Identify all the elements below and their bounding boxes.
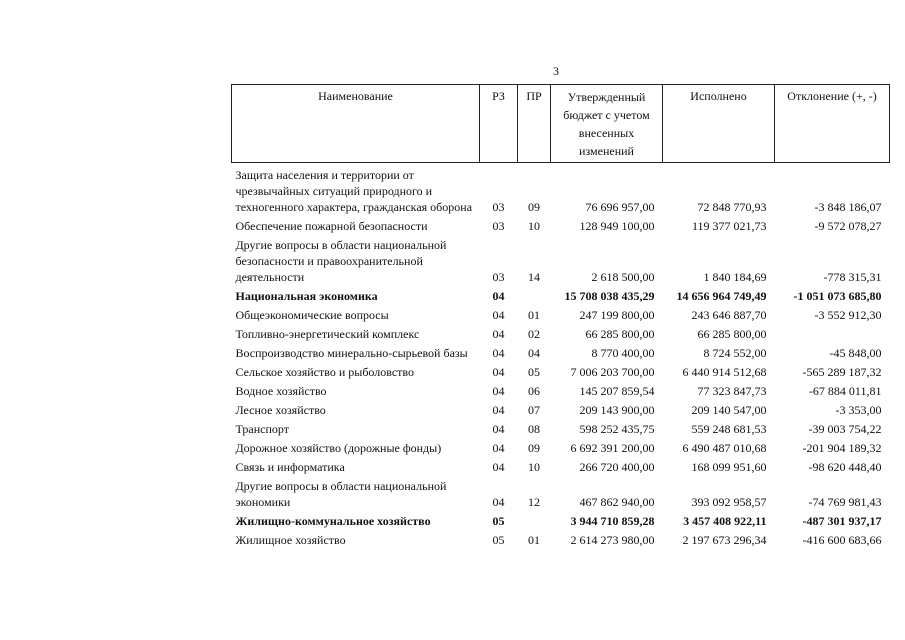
table-row: [232, 512, 890, 531]
row-rz: 04: [492, 460, 505, 474]
row-executed: 393 092 958,57: [691, 495, 767, 509]
row-rz: 04: [492, 384, 505, 398]
row-approved: 15 708 038 435,29: [564, 289, 655, 303]
row-name: Жилищно-коммунальное хозяйство: [235, 514, 431, 528]
row-rz: 03: [492, 200, 505, 214]
row-executed: 168 099 951,60: [691, 460, 767, 474]
row-deviation: -565 289 187,32: [802, 365, 882, 379]
table-row: [232, 420, 890, 439]
table-body: [232, 163, 890, 551]
row-deviation: -487 301 937,17: [802, 514, 882, 528]
row-pr: 06: [528, 384, 540, 398]
table-row: [232, 401, 890, 420]
table-row: [232, 325, 890, 344]
table-row: [232, 458, 890, 477]
row-executed: 6 490 487 010,68: [682, 441, 767, 455]
row-approved: 76 696 957,00: [585, 200, 655, 214]
row-name: Водное хозяйство: [235, 384, 327, 398]
row-deviation: -67 884 011,81: [808, 384, 882, 398]
header-pr: ПР: [518, 85, 551, 163]
row-executed: 77 323 847,73: [697, 384, 767, 398]
row-pr: 14: [528, 270, 540, 284]
row-approved: 7 006 203 700,00: [570, 365, 655, 379]
table-row: [232, 363, 890, 382]
row-name: Общеэкономические вопросы: [235, 308, 389, 322]
table-row: [232, 236, 890, 287]
row-name: Транспорт: [235, 422, 289, 436]
row-executed: 14 656 964 749,49: [676, 289, 767, 303]
header-deviation: Отклонение (+, -): [775, 85, 890, 163]
row-rz: 03: [492, 270, 505, 284]
row-deviation: -3 848 186,07: [814, 200, 882, 214]
row-name: Воспроизводство минерально-сырьевой базы: [235, 346, 468, 360]
row-pr: 07: [528, 403, 540, 417]
row-executed: 6 440 914 512,68: [682, 365, 767, 379]
row-rz: 05: [492, 533, 505, 547]
table-row: [232, 439, 890, 458]
row-executed: 559 248 681,53: [691, 422, 767, 436]
row-executed: 2 197 673 296,34: [682, 533, 767, 547]
table-row: [232, 382, 890, 401]
row-approved: 145 207 859,54: [579, 384, 655, 398]
row-executed: 3 457 408 922,11: [683, 514, 767, 528]
header-name: Наименование: [232, 85, 480, 163]
row-approved: 247 199 800,00: [579, 308, 655, 322]
row-pr: [518, 287, 551, 306]
row-deviation: [775, 325, 890, 344]
table-row: [232, 163, 890, 218]
row-approved: 8 770 400,00: [591, 346, 655, 360]
row-name: Защита населения и территории от чрезвычайных ситуаций природного и техногенного характера, гражданская оборона: [235, 168, 473, 214]
row-approved: 6 692 391 200,00: [570, 441, 655, 455]
row-pr: 05: [528, 365, 540, 379]
table-row: [232, 344, 890, 363]
row-rz: 04: [492, 365, 505, 379]
row-name: Жилищное хозяйство: [235, 533, 346, 547]
row-rz: 04: [492, 441, 505, 455]
page-number: 3: [553, 64, 559, 78]
row-rz: 04: [492, 308, 505, 322]
row-deviation: -74 769 981,43: [808, 495, 882, 509]
table-header: [232, 85, 890, 163]
row-deviation: -1 051 073 685,80: [793, 289, 882, 303]
row-name: Национальная экономика: [235, 289, 378, 303]
row-executed: 119 377 021,73: [691, 219, 767, 233]
row-rz: 04: [492, 346, 505, 360]
row-rz: 04: [492, 495, 505, 509]
row-deviation: -201 904 189,32: [802, 441, 882, 455]
row-executed: 1 840 184,69: [703, 270, 767, 284]
row-rz: 04: [492, 327, 505, 341]
row-deviation: -98 620 448,40: [808, 460, 882, 474]
table-row: [232, 217, 890, 236]
row-name: Топливно-энергетический комплекс: [235, 327, 420, 341]
row-approved: 2 614 273 980,00: [570, 533, 655, 547]
row-approved: 598 252 435,75: [579, 422, 655, 436]
row-approved: 2 618 500,00: [591, 270, 655, 284]
table-row: [232, 306, 890, 325]
row-approved: 467 862 940,00: [579, 495, 655, 509]
row-approved: 209 143 900,00: [579, 403, 655, 417]
row-executed: 72 848 770,93: [697, 200, 767, 214]
row-pr: 02: [528, 327, 540, 341]
row-deviation: -416 600 683,66: [802, 533, 882, 547]
row-rz: 04: [492, 289, 505, 303]
row-pr: 01: [528, 308, 540, 322]
row-pr: 12: [528, 495, 540, 509]
row-name: Дорожное хозяйство (дорожные фонды): [235, 441, 442, 455]
row-approved: 66 285 800,00: [585, 327, 655, 341]
row-pr: 10: [528, 460, 540, 474]
header-approved-budget: Утвержденный бюджет с учетом внесенных изменений: [551, 85, 663, 163]
row-approved: 128 949 100,00: [579, 219, 655, 233]
row-name: Лесное хозяйство: [235, 403, 326, 417]
header-rz: РЗ: [480, 85, 518, 163]
row-pr: 10: [528, 219, 540, 233]
row-pr: [518, 512, 551, 531]
budget-table: [231, 84, 890, 550]
row-rz: 04: [492, 403, 505, 417]
row-pr: 01: [528, 533, 540, 547]
row-deviation: -9 572 078,27: [814, 219, 882, 233]
header-executed: Исполнено: [663, 85, 775, 163]
row-deviation: -39 003 754,22: [808, 422, 882, 436]
row-name: Обеспечение пожарной безопасности: [235, 219, 428, 233]
row-executed: 209 140 547,00: [691, 403, 767, 417]
row-rz: 05: [492, 514, 505, 528]
row-pr: 09: [528, 441, 540, 455]
row-deviation: -3 552 912,30: [814, 308, 882, 322]
row-rz: 04: [492, 422, 505, 436]
row-executed: 8 724 552,00: [703, 346, 767, 360]
row-pr: 04: [528, 346, 540, 360]
row-name: Сельское хозяйство и рыболовство: [235, 365, 415, 379]
row-pr: 09: [528, 200, 540, 214]
row-deviation: -778 315,31: [823, 270, 882, 284]
table-row: [232, 477, 890, 512]
row-pr: 08: [528, 422, 540, 436]
row-name: Связь и информатика: [235, 460, 345, 474]
table-row: [232, 287, 890, 306]
row-deviation: -45 848,00: [829, 346, 882, 360]
row-name: Другие вопросы в области национальной экономики: [235, 479, 447, 509]
row-deviation: -3 353,00: [835, 403, 882, 417]
row-executed: 66 285 800,00: [697, 327, 767, 341]
table-row: [232, 531, 890, 550]
row-name: Другие вопросы в области национальной безопасности и правоохранительной деятельности: [235, 238, 447, 284]
row-executed: 243 646 887,70: [691, 308, 767, 322]
row-rz: 03: [492, 219, 505, 233]
row-approved: 3 944 710 859,28: [570, 514, 655, 528]
row-approved: 266 720 400,00: [579, 460, 655, 474]
